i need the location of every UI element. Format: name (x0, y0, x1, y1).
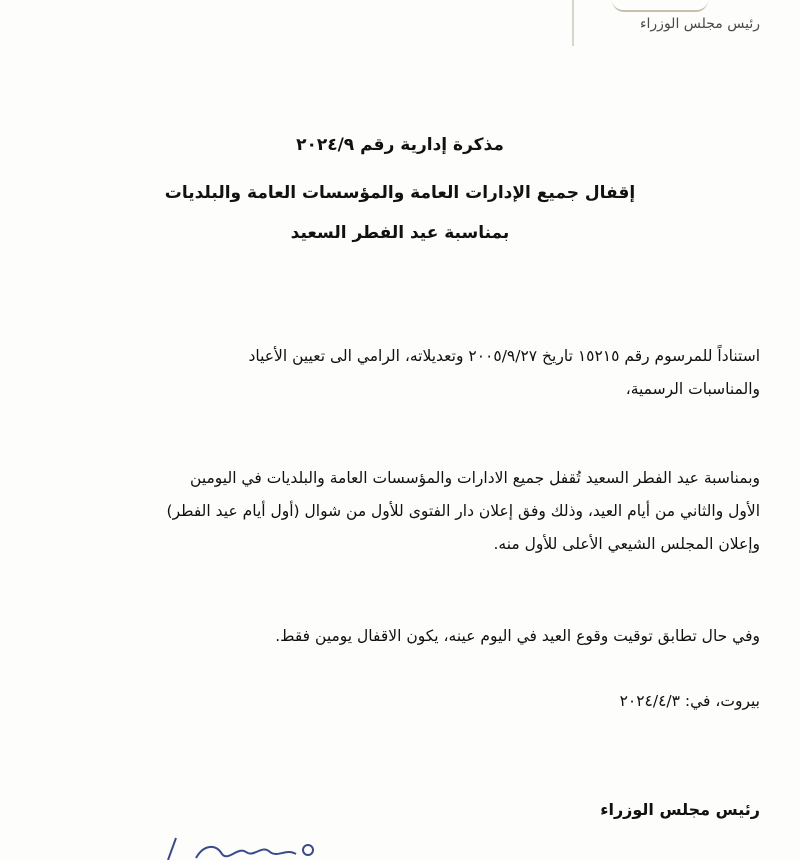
date-text: بيروت، في: ٢٠٢٤/٤/٣ (619, 692, 760, 710)
letterhead-label: رئيس مجلس الوزراء (639, 16, 760, 32)
paragraph-legal-basis (40, 340, 760, 406)
paragraph-line: وإعلان المجلس الشيعي الأعلى للأول منه. (493, 535, 760, 553)
emblem-icon (612, 0, 708, 12)
signature-title: رئيس مجلس الوزراء (600, 800, 760, 819)
date-line (40, 685, 760, 718)
paragraph-line: وفي حال تطابق توقيت وقوع العيد في اليوم عينه، يكون الاقفال يومين فقط. (275, 627, 760, 645)
memo-number-heading: مذكرة إدارية رقم ٢٠٢٤/٩ (296, 135, 504, 155)
paragraph-coincidence-clause (40, 620, 760, 653)
paragraph-line: استناداً للمرسوم رقم ١٥٢١٥ تاريخ ٢٠٠٥/٩/٢٧ وتعديلاته، الرامي الى تعيين الأعياد (248, 347, 760, 365)
paragraph-line: وبمناسبة عيد الفطر السعيد تُقفل جميع الادارات والمؤسسات العامة والبلديات في اليومين (190, 469, 760, 487)
paragraph-line: الأول والثاني من أيام العيد، وذلك وفق إعلان دار الفتوى للأول من شوال (أول أيام عيد الفطر) (166, 502, 760, 520)
paragraph-closure-announcement (40, 462, 760, 561)
paragraph-line: والمناسبات الرسمية، (625, 380, 760, 398)
memo-subject-line-2: بمناسبة عيد الفطر السعيد (290, 223, 510, 243)
memo-subject-line-1: إقفال جميع الإدارات العامة والمؤسسات العامة والبلديات (164, 183, 636, 203)
handwritten-signature (150, 832, 350, 860)
letterhead-divider (572, 0, 574, 46)
